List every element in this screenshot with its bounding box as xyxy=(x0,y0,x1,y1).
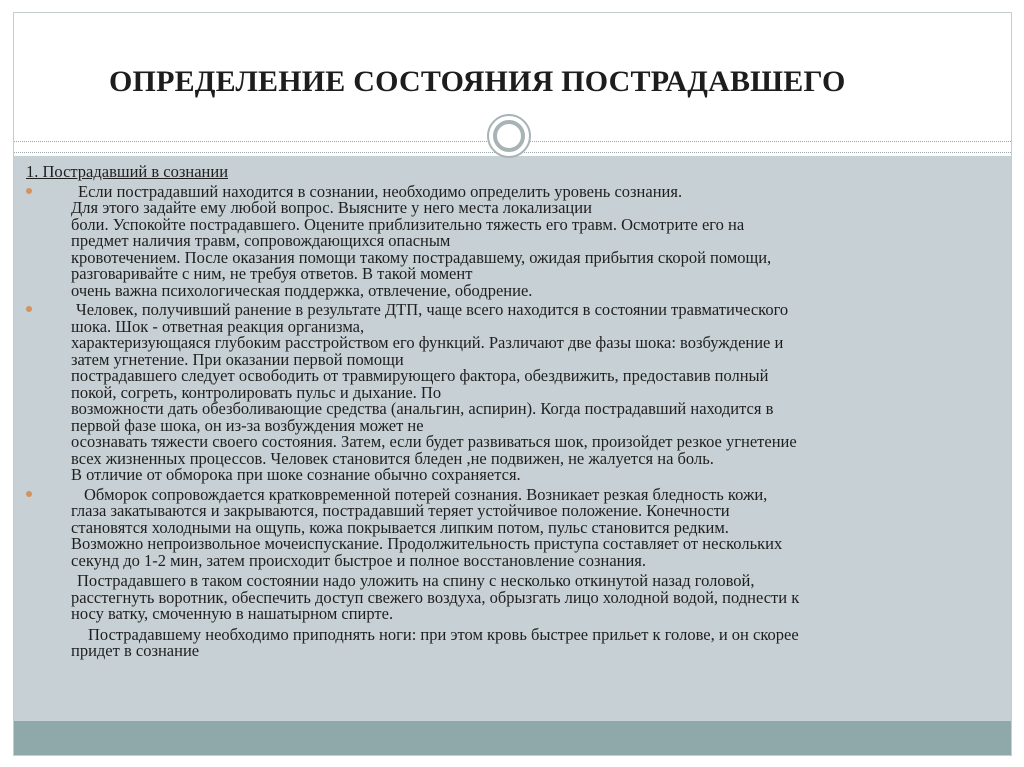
paragraph-1 xyxy=(26,181,966,300)
paragraph-2-line: затем угнетение. При оказании первой помощи xyxy=(71,349,404,369)
paragraph-1-line: Если пострадавший находится в сознании, необходимо определить уровень сознания. xyxy=(78,181,683,201)
section-heading: 1. Пострадавший в сознании xyxy=(26,162,229,181)
paragraph-1-line: предмет наличия травм, сопровождающихся опасным xyxy=(71,231,451,250)
circle-ornament-inner xyxy=(493,120,525,152)
paragraph-2-line: покой, согреть, контролировать пульс и дыхание. По xyxy=(71,382,442,402)
paragraph-3-line: глаза закатываются и закрываются, пострадавший теряет устойчивое положение. Конечности xyxy=(71,501,730,520)
paragraph-3 xyxy=(26,484,966,570)
bullet-icon xyxy=(26,491,32,497)
bullet-icon xyxy=(26,188,32,194)
paragraph-2-line: первой фазе шока, он из-за возбуждения может не xyxy=(71,415,424,435)
paragraph-4-line: расстегнуть воротник, обеспечить доступ свежего воздуха, обрызгать лицо холодной водой, поднести к xyxy=(71,587,800,607)
paragraph-4-line: носу ватку, смоченную в нашатырном спирте. xyxy=(71,604,394,623)
paragraph-1-line: очень важна психологическая поддержка, отвлечение, ободрение. xyxy=(71,280,533,300)
paragraph-3-line: Возможно непроизвольное мочеиспускание. Продолжительность приступа составляет от нескольких xyxy=(71,534,783,553)
paragraph-2-line: характеризующаяся глубоким расстройством его функций. Различают две фазы шока: возбуждение и xyxy=(71,333,784,352)
paragraph-3-line: Обморок сопровождается кратковременной потерей сознания. Возникает резкая бледность кожи, xyxy=(84,484,768,504)
paragraph-3-line: секунд до 1-2 мин, затем происходит быстрое и полное восстановление сознания. xyxy=(71,550,647,570)
paragraph-2-line: В отличие от обморока при шоке сознание обычно сохраняется. xyxy=(71,465,521,484)
bullet-icon xyxy=(26,306,32,312)
paragraph-4 xyxy=(26,573,966,623)
paragraph-2-line: осознавать тяжести своего состояния. Затем, если будет развиваться шок, произойдет резкое угнетение xyxy=(71,432,797,451)
paragraph-1-line: боли. Успокойте пострадавшего. Оцените приблизительно тяжесть его травм. Осмотрите его на xyxy=(71,214,745,234)
content-text xyxy=(26,164,966,660)
paragraph-3-line: становятся холодными на ощупь, кожа покрывается липким потом, пульс становится редким. xyxy=(71,517,729,537)
paragraph-1-line: Для этого задайте ему любой вопрос. Выясните у него места локализации xyxy=(71,198,592,217)
slide-title: ОПРЕДЕЛЕНИЕ СОСТОЯНИЯ ПОСТРАДАВШЕГО xyxy=(109,65,846,98)
circle-ornament-icon xyxy=(487,114,531,158)
bottom-band xyxy=(14,721,1011,755)
paragraph-5 xyxy=(26,624,966,660)
paragraph-5-line: Пострадавшему необходимо приподнять ноги: при этом кровь быстрее прильет к голове, и он скорее xyxy=(88,624,799,644)
paragraph-2-line: пострадавшего следует освободить от травмирующего фактора, обездвижить, предоставив полный xyxy=(71,366,769,385)
paragraph-2-line: всех жизненных процессов. Человек становится бледен ,не подвижен, не жалуется на боль. xyxy=(71,448,714,468)
paragraph-1-line: кровотечением. После оказания помощи такому пострадавшему, ожидая прибытия скорой помощи, xyxy=(71,247,772,267)
paragraph-2-line: возможности дать обезболивающие средства (анальгин, аспирин). Когда пострадавший находится в xyxy=(71,399,774,418)
paragraph-2-line: Человек, получивший ранение в результате ДТП, чаще всего находится в состоянии травматического xyxy=(76,300,789,319)
paragraph-2 xyxy=(26,302,966,484)
paragraph-1-line: разговаривайте с ним, не требуя ответов. В такой момент xyxy=(71,264,473,283)
paragraph-4-line: Пострадавшего в таком состоянии надо уложить на спину с несколько откинутой назад головой, xyxy=(77,571,755,590)
paragraph-2-line: шока. Шок - ответная реакция организма, xyxy=(71,316,365,336)
paragraph-5-line: придет в сознание xyxy=(71,641,200,660)
